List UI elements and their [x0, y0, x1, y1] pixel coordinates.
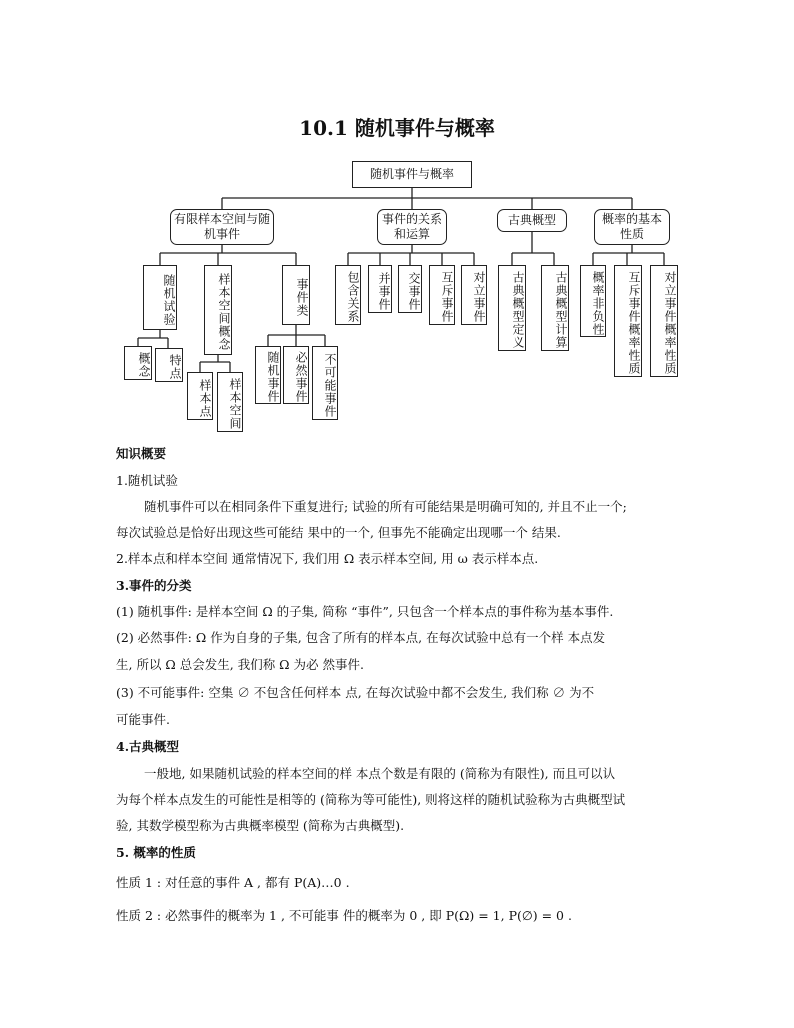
node-classical-definition: 古典概型定义: [498, 265, 526, 351]
section-4-line-1: 一般地, 如果随机试验的样本空间的样 本点个数是有限的 (简称为有限性), 而且可以认: [144, 766, 616, 781]
node-classical-model: 古典概型: [497, 209, 567, 232]
section-2-line-1: 2.样本点和样本空间 通常情况下, 我们用 Ω 表示样本空间, 用 ω 表示样本点.: [116, 551, 539, 566]
node-complementary: 对立事件: [461, 265, 487, 325]
node-random-trial: 随机试验: [143, 265, 177, 330]
node-certain-event: 必然事件: [283, 346, 309, 404]
node-event-relations: 事件的关系和运算: [377, 209, 447, 245]
node-event-types: 事件类: [282, 265, 310, 325]
section-4-line-3: 验, 其数学模型称为古典概率模型 (简称为古典概型).: [116, 818, 405, 833]
node-finite-sample-space: 有限样本空间与随机事件: [170, 209, 274, 245]
node-random-event: 随机事件: [255, 346, 281, 404]
node-exclusive-property: 互斥事件概率性质: [614, 265, 642, 377]
heading-overview: 知识概要: [116, 446, 167, 461]
node-sample-space-concept: 样本空间概念: [204, 265, 232, 355]
concept-diagram: [0, 0, 794, 440]
section-1-line-2: 每次试验总是恰好出现这些可能结 果中的一个, 但事先不能确定出现哪一个 结果.: [116, 525, 561, 540]
node-sample-point: 样本点: [187, 372, 213, 420]
node-mutually-exclusive: 互斥事件: [429, 265, 455, 325]
node-classical-calculation: 古典概型计算: [541, 265, 569, 351]
node-union: 并事件: [368, 265, 392, 313]
node-concept: 概念: [124, 346, 152, 380]
node-inclusion: 包含关系: [335, 265, 361, 325]
section-5-title: 5. 概率的性质: [116, 845, 196, 860]
section-3-line-4: (3) 不可能事件: 空集 ∅ 不包含任何样本 点, 在每次试验中都不会发生, 我们称 ∅ 为不: [116, 685, 595, 700]
section-3-line-1: (1) 随机事件: 是样本空间 Ω 的子集, 简称 “事件”, 只包含一个样本点的事件称为基本事件.: [116, 604, 614, 619]
section-1-title: 1.随机试验: [116, 473, 178, 488]
section-3-line-3: 生, 所以 Ω 总会发生, 我们称 Ω 为必 然事件.: [116, 657, 364, 672]
node-impossible-event: 不可能事件: [312, 346, 338, 420]
node-nonnegativity: 概率非负性: [580, 265, 606, 337]
node-sample-space: 样本空间: [217, 372, 243, 432]
section-4-line-2: 为每个样本点发生的可能性是相等的 (简称为等可能性), 则将这样的随机试验称为古典概型试: [116, 792, 626, 807]
section-1-line-1: 随机事件可以在相同条件下重复进行; 试验的所有可能结果是明确可知的, 并且不止一个;: [144, 499, 627, 514]
section-4-title: 4.古典概型: [116, 739, 180, 754]
page-title: 10.1 随机事件与概率: [299, 116, 495, 140]
node-complementary-property: 对立事件概率性质: [650, 265, 678, 377]
section-3-title: 3.事件的分类: [116, 578, 192, 593]
section-5-line-2: 性质 2 : 必然事件的概率为 1 , 不可能事 件的概率为 0 , 即 P(Ω) = 1, P(∅) = 0 .: [116, 908, 572, 923]
section-3-line-2: (2) 必然事件: Ω 作为自身的子集, 包含了所有的样本点, 在每次试验中总有一个样 本点发: [116, 630, 606, 645]
section-5-line-1: 性质 1 : 对任意的事件 A , 都有 P(A)…0 .: [116, 875, 350, 890]
node-intersection: 交事件: [398, 265, 422, 313]
diagram-root: 随机事件与概率: [352, 161, 472, 188]
node-features: 特点: [155, 348, 183, 382]
node-probability-properties: 概率的基本性质: [594, 209, 670, 245]
section-3-line-5: 可能事件.: [116, 712, 170, 727]
